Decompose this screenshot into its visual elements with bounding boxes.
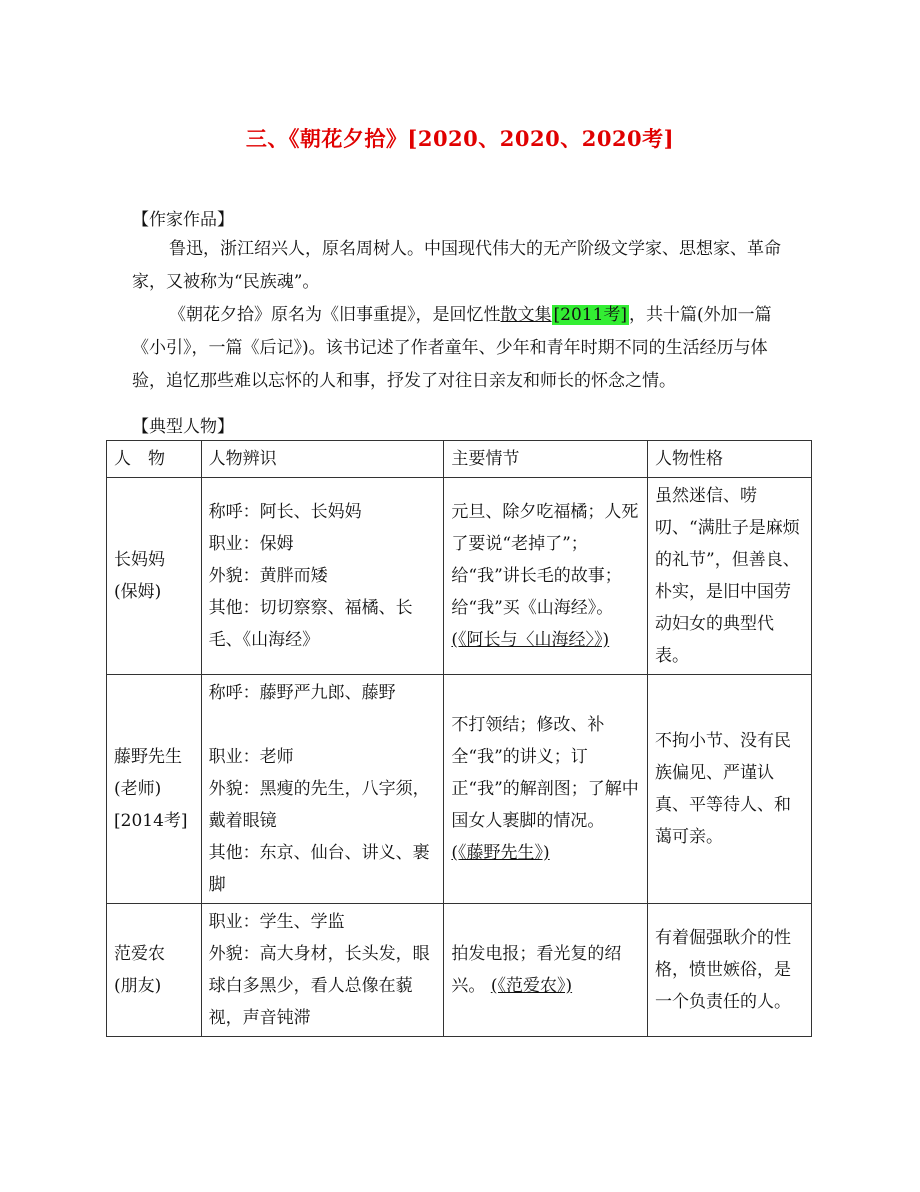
plot-source-ref: (《阿长与〈山海经〉》) bbox=[451, 630, 610, 650]
plot-cell bbox=[444, 478, 648, 675]
character-role: (朋友) bbox=[114, 976, 162, 996]
characters-table bbox=[106, 440, 812, 1037]
section-heading-characters: 【典型人物】 bbox=[132, 417, 234, 437]
ident-line: 外貌：黄胖而矮 bbox=[208, 566, 328, 586]
character-name: 藤野先生 bbox=[114, 747, 182, 767]
character-cell bbox=[107, 675, 202, 904]
personality-cell: 虽然迷信、唠叨、“满肚子是麻烦的礼节”，但善良、朴实，是旧中国劳动妇女的典型代表。 bbox=[648, 478, 812, 675]
paragraph-author bbox=[132, 233, 797, 299]
personality-cell: 不拘小节、没有民族偏见、严谨认真、平等待人、和蔼可亲。 bbox=[648, 675, 812, 904]
header-identification: 人物辨识 bbox=[201, 441, 444, 478]
identification-cell bbox=[201, 904, 444, 1037]
plot-cell bbox=[444, 904, 648, 1037]
character-name: 长妈妈 bbox=[114, 550, 165, 570]
table-header-row bbox=[107, 441, 812, 478]
page-title: 三、《朝花夕拾》[2020、2020、2020考] bbox=[245, 126, 675, 151]
plot-source-ref: (《范爱农》) bbox=[490, 976, 573, 996]
ident-line: 外貌：黑瘦的先生，八字须，戴着眼镜 bbox=[208, 779, 430, 831]
book-intro-text bbox=[132, 299, 797, 398]
ident-line: 职业：学生、学监 bbox=[208, 912, 345, 932]
plot-cell bbox=[444, 675, 648, 904]
ident-line: 职业：保姆 bbox=[208, 534, 294, 554]
ident-line: 其他：东京、仙台、讲义、裹脚 bbox=[208, 843, 430, 895]
author-intro-text: 鲁迅，浙江绍兴人，原名周树人。中国现代伟大的无产阶级文学家、思想家、革命家，又被称为“民族魂”。 bbox=[132, 239, 781, 292]
paragraph-book bbox=[132, 299, 797, 398]
ident-line: 职业：老师 bbox=[208, 747, 294, 767]
book-intro-after: ，共十篇(外加一篇《小引》，一篇《后记》)。该书记述了作者童年、少年和青年时期不同的生活经历与体验，追忆那些难以忘怀的人和事，抒发了对往日亲友和师长的怀念之情。 bbox=[132, 305, 772, 391]
plot-source-ref: (《藤野先生》) bbox=[451, 843, 550, 863]
character-name: 范爱农 bbox=[114, 944, 165, 964]
plot-text: 元旦、除夕吃福橘；人死了要说“老掉了”；给“我”讲长毛的故事；给“我”买《山海经》。 bbox=[451, 502, 639, 618]
header-personality: 人物性格 bbox=[648, 441, 812, 478]
header-character: 人 物 bbox=[107, 441, 202, 478]
section-heading-author-works: 【作家作品】 bbox=[132, 210, 234, 230]
character-cell bbox=[107, 904, 202, 1037]
table-row bbox=[107, 904, 812, 1037]
ident-line: 称呼：阿长、长妈妈 bbox=[208, 502, 362, 522]
identification-cell bbox=[201, 478, 444, 675]
exam-highlight-badge: [2011考] bbox=[553, 305, 628, 325]
plot-text: 拍发电报；看光复的绍兴。 bbox=[451, 944, 622, 996]
character-cell bbox=[107, 478, 202, 675]
personality-cell: 有着倔强耿介的性格，愤世嫉俗，是一个负责任的人。 bbox=[648, 904, 812, 1037]
table-row bbox=[107, 478, 812, 675]
plot-text: 不打领结；修改、补全“我”的讲义；订正“我”的解剖图；了解中国女人裹脚的情况。 bbox=[451, 715, 639, 831]
character-role: (老师) bbox=[114, 779, 162, 799]
ident-line: 外貌：高大身材，长头发，眼球白多黑少，看人总像在藐视，声音钝滞 bbox=[208, 944, 430, 1028]
character-exam-tag: [2014考] bbox=[114, 811, 188, 831]
identification-cell bbox=[201, 675, 444, 904]
book-intro-underlined: 散文集 bbox=[500, 305, 552, 325]
book-intro-before: 《朝花夕拾》原名为《旧事重提》，是回忆性 bbox=[169, 305, 501, 325]
header-plot: 主要情节 bbox=[444, 441, 648, 478]
ident-line: 称呼：藤野严九郎、藤野 bbox=[208, 683, 396, 703]
table-row bbox=[107, 675, 812, 904]
character-role: (保姆) bbox=[114, 582, 162, 602]
ident-line: 其他：切切察察、福橘、长毛、《山海经》 bbox=[208, 598, 413, 650]
